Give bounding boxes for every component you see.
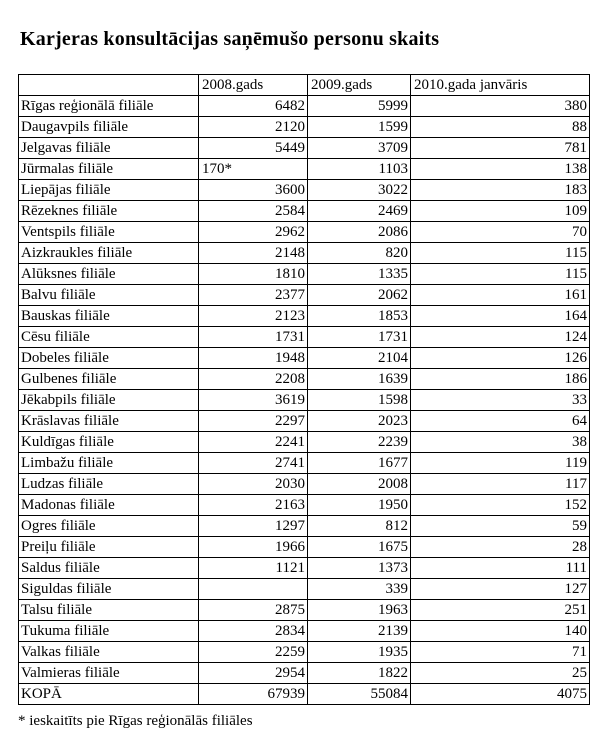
table-row [19, 495, 590, 516]
value-2009: 3709 [308, 138, 411, 159]
value-2009: 2086 [308, 222, 411, 243]
value-2009: 812 [308, 516, 411, 537]
value-2010-jan: 38 [411, 432, 590, 453]
footnote: * ieskaitīts pie Rīgas reģionālās filiāles [18, 713, 253, 729]
value-2008: 2030 [199, 474, 308, 495]
header-2008: 2008.gads [199, 75, 308, 96]
value-2010-jan: 88 [411, 117, 590, 138]
branch-name: Ventspils filiāle [19, 222, 199, 243]
table-row [19, 453, 590, 474]
value-2010-jan: 183 [411, 180, 590, 201]
total-2008: 67939 [199, 684, 308, 705]
value-2010-jan: 28 [411, 537, 590, 558]
branch-name: Limbažu filiāle [19, 453, 199, 474]
value-2008: 6482 [199, 96, 308, 117]
value-2009: 1599 [308, 117, 411, 138]
value-2010-jan: 25 [411, 663, 590, 684]
branch-name: Bauskas filiāle [19, 306, 199, 327]
value-2008: 5449 [199, 138, 308, 159]
branch-name: Jelgavas filiāle [19, 138, 199, 159]
table-row [19, 264, 590, 285]
total-label: KOPĀ [19, 684, 199, 705]
value-2010-jan: 152 [411, 495, 590, 516]
value-2008: 2241 [199, 432, 308, 453]
value-2010-jan: 127 [411, 579, 590, 600]
value-2008: 2123 [199, 306, 308, 327]
table-row [19, 285, 590, 306]
value-2009: 2104 [308, 348, 411, 369]
table-row [19, 432, 590, 453]
branch-name: Ludzas filiāle [19, 474, 199, 495]
data-table [18, 74, 590, 705]
value-2009: 2139 [308, 621, 411, 642]
value-2009: 3022 [308, 180, 411, 201]
value-2008: 1297 [199, 516, 308, 537]
total-2010-jan: 4075 [411, 684, 590, 705]
branch-name: Dobeles filiāle [19, 348, 199, 369]
table-row [19, 579, 590, 600]
value-2009: 1963 [308, 600, 411, 621]
value-2009: 1731 [308, 327, 411, 348]
header-2010-jan: 2010.gada janvāris [411, 75, 590, 96]
value-2008: 1810 [199, 264, 308, 285]
branch-name: Talsu filiāle [19, 600, 199, 621]
table-row [19, 600, 590, 621]
branch-name: Alūksnes filiāle [19, 264, 199, 285]
branch-name: Kuldīgas filiāle [19, 432, 199, 453]
value-2008: 2148 [199, 243, 308, 264]
value-2009: 1853 [308, 306, 411, 327]
value-2009: 5999 [308, 96, 411, 117]
branch-name: Tukuma filiāle [19, 621, 199, 642]
total-2009: 55084 [308, 684, 411, 705]
branch-name: Preiļu filiāle [19, 537, 199, 558]
header-branch [19, 75, 199, 96]
value-2009: 1950 [308, 495, 411, 516]
value-2010-jan: 33 [411, 390, 590, 411]
value-2009: 1598 [308, 390, 411, 411]
value-2010-jan: 117 [411, 474, 590, 495]
table-row [19, 558, 590, 579]
branch-name: Liepājas filiāle [19, 180, 199, 201]
value-2009: 1639 [308, 369, 411, 390]
table-row [19, 222, 590, 243]
table-row [19, 390, 590, 411]
branch-name: Madonas filiāle [19, 495, 199, 516]
value-2008: 1121 [199, 558, 308, 579]
value-2008: 2875 [199, 600, 308, 621]
value-2008: 2834 [199, 621, 308, 642]
value-2009: 1335 [308, 264, 411, 285]
branch-name: Saldus filiāle [19, 558, 199, 579]
value-2008: 2584 [199, 201, 308, 222]
value-2010-jan: 64 [411, 411, 590, 432]
value-2009: 2008 [308, 474, 411, 495]
value-2010-jan: 164 [411, 306, 590, 327]
branch-name: Cēsu filiāle [19, 327, 199, 348]
branch-name: Valmieras filiāle [19, 663, 199, 684]
table-row [19, 96, 590, 117]
table-row [19, 159, 590, 180]
value-2010-jan: 70 [411, 222, 590, 243]
value-2009: 2023 [308, 411, 411, 432]
value-2009: 2062 [308, 285, 411, 306]
value-2008: 2208 [199, 369, 308, 390]
branch-name: Gulbenes filiāle [19, 369, 199, 390]
value-2010-jan: 186 [411, 369, 590, 390]
table-row [19, 516, 590, 537]
table-row [19, 327, 590, 348]
value-2010-jan: 115 [411, 243, 590, 264]
table-row [19, 138, 590, 159]
value-2008: 2954 [199, 663, 308, 684]
value-2008 [199, 579, 308, 600]
table-row [19, 474, 590, 495]
value-2010-jan: 251 [411, 600, 590, 621]
branch-name: Valkas filiāle [19, 642, 199, 663]
table-row [19, 663, 590, 684]
branch-name: Balvu filiāle [19, 285, 199, 306]
value-2010-jan: 124 [411, 327, 590, 348]
value-2010-jan: 71 [411, 642, 590, 663]
table-row [19, 117, 590, 138]
value-2010-jan: 115 [411, 264, 590, 285]
value-2008: 170* [199, 159, 308, 180]
header-2009: 2009.gads [308, 75, 411, 96]
value-2010-jan: 138 [411, 159, 590, 180]
value-2008: 2259 [199, 642, 308, 663]
table-row [19, 642, 590, 663]
header-row [19, 75, 590, 96]
value-2010-jan: 109 [411, 201, 590, 222]
branch-name: Rēzeknes filiāle [19, 201, 199, 222]
table-row [19, 411, 590, 432]
table-row [19, 621, 590, 642]
value-2008: 2962 [199, 222, 308, 243]
value-2008: 2377 [199, 285, 308, 306]
value-2009: 1103 [308, 159, 411, 180]
table-row [19, 180, 590, 201]
value-2009: 1675 [308, 537, 411, 558]
table-row [19, 348, 590, 369]
table-row [19, 537, 590, 558]
table-row [19, 306, 590, 327]
value-2010-jan: 781 [411, 138, 590, 159]
branch-name: Siguldas filiāle [19, 579, 199, 600]
value-2009: 820 [308, 243, 411, 264]
value-2009: 1677 [308, 453, 411, 474]
value-2010-jan: 119 [411, 453, 590, 474]
total-row [19, 684, 590, 705]
value-2008: 3619 [199, 390, 308, 411]
value-2008: 2163 [199, 495, 308, 516]
table-row [19, 243, 590, 264]
value-2009: 2469 [308, 201, 411, 222]
branch-name: Jūrmalas filiāle [19, 159, 199, 180]
value-2010-jan: 126 [411, 348, 590, 369]
value-2009: 339 [308, 579, 411, 600]
value-2008: 1948 [199, 348, 308, 369]
value-2008: 2297 [199, 411, 308, 432]
value-2010-jan: 140 [411, 621, 590, 642]
value-2010-jan: 380 [411, 96, 590, 117]
table-row [19, 369, 590, 390]
value-2009: 2239 [308, 432, 411, 453]
value-2009: 1373 [308, 558, 411, 579]
branch-name: Rīgas reģionālā filiāle [19, 96, 199, 117]
table-row [19, 201, 590, 222]
branch-name: Jēkabpils filiāle [19, 390, 199, 411]
value-2010-jan: 59 [411, 516, 590, 537]
value-2010-jan: 161 [411, 285, 590, 306]
value-2009: 1935 [308, 642, 411, 663]
branch-name: Ogres filiāle [19, 516, 199, 537]
branch-name: Aizkraukles filiāle [19, 243, 199, 264]
branch-name: Daugavpils filiāle [19, 117, 199, 138]
page-title: Karjeras konsultācijas saņēmušo personu skaits [20, 28, 440, 50]
value-2010-jan: 111 [411, 558, 590, 579]
value-2008: 1731 [199, 327, 308, 348]
branch-name: Krāslavas filiāle [19, 411, 199, 432]
value-2009: 1822 [308, 663, 411, 684]
value-2008: 2120 [199, 117, 308, 138]
value-2008: 3600 [199, 180, 308, 201]
value-2008: 1966 [199, 537, 308, 558]
value-2008: 2741 [199, 453, 308, 474]
